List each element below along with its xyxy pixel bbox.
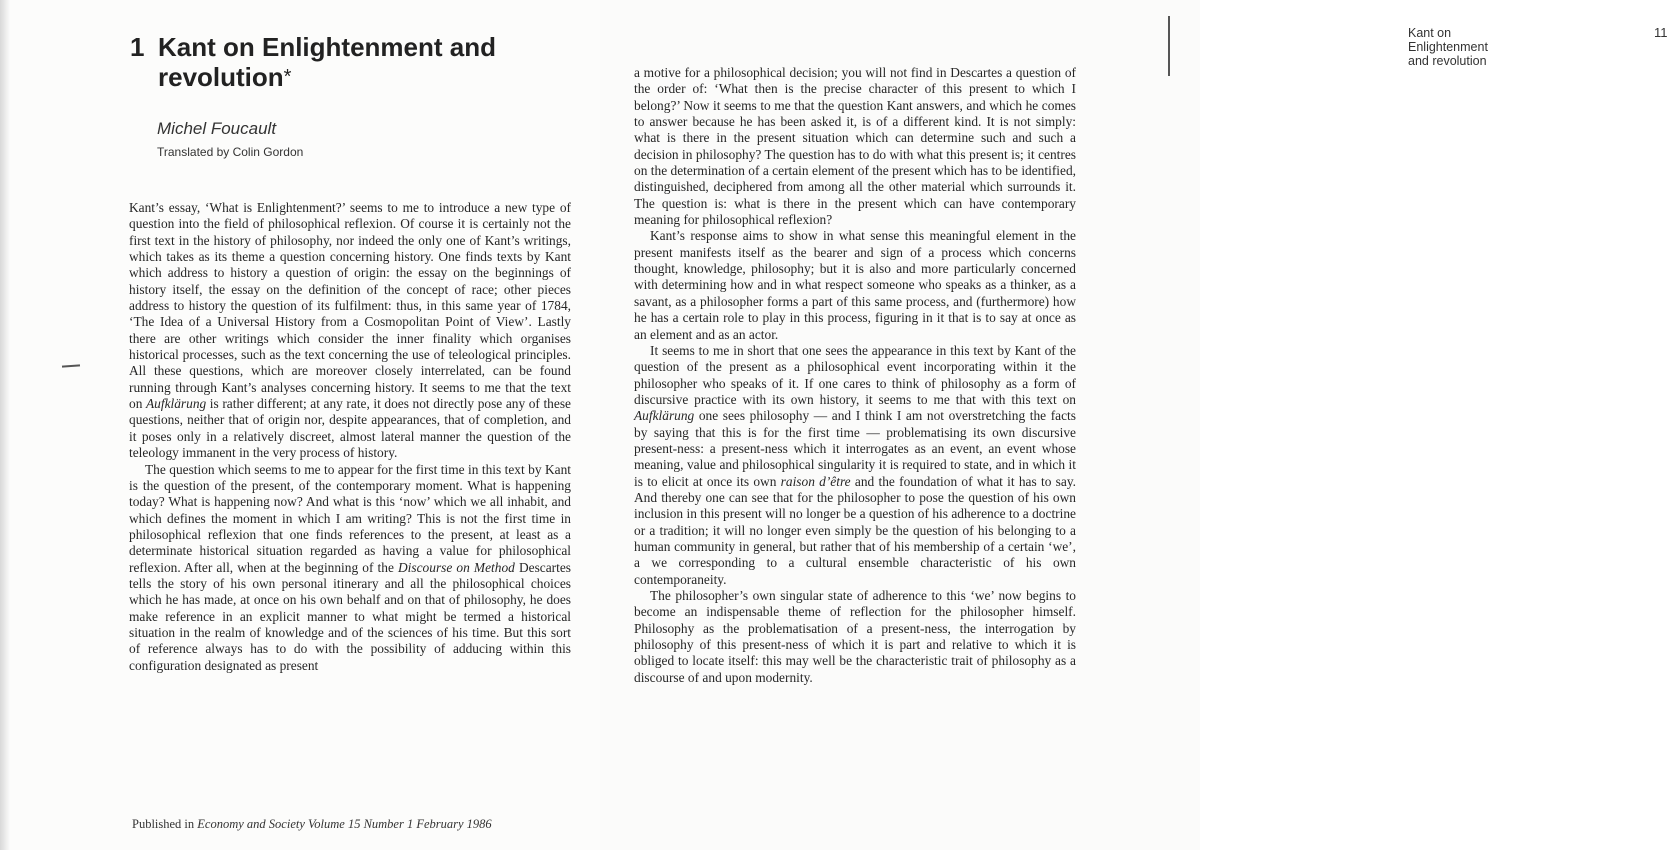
translator-credit: Translated by Colin Gordon xyxy=(157,145,304,159)
paragraph: Kant’s response aims to show in what sense this meaningful element in the present manifests itself as the bearer and sign of a process which concerns thought, knowledge, philosophy; but it is also and more particularly concerned with determining how and in what respect someone who speaks as a thinker, as a savant, as a philosopher forms a part of this same process, and (furthermore) how he has a certain role to play in this process, figuring in it that is to say at once as an element and as an actor. xyxy=(634,228,1076,342)
publication-footer xyxy=(132,817,492,832)
running-head: Kant on Enlightenment and revolution xyxy=(1408,26,1488,68)
paragraph: The philosopher’s own singular state of adherence to this ‘we’ now begins to become an indispensable theme of reflection for the philosopher himself. Philosophy as the problematisation of a present-ness, the interrogation by philosophy of this present-ness of which it is part and relative to which it is obliged to locate itself: this may well be the characteristic trait of philosophy as a discourse of and upon modernity. xyxy=(634,588,1076,685)
page-edge-shadow xyxy=(0,0,10,850)
italic-term: raison d’être xyxy=(780,473,851,489)
paragraph: The question which seems to me to appear for the first time in this text by Kant is the question of the present, of the contemporary moment. What is happening today? What is happening now? And what is this ‘now’ which we all inhabit, and which defines the moment in which I am writing? This is not the first time in philosophical reflexion that one finds references to the present, at least as a determinate historical situation regarded as having a value for philosophical reflexion. After all, when at the beginning of the Discourse on Method Descartes tells the story of his own personal itinerary and all the philosophical choices which he has made, at once on his own behalf and on that of philosophy, he does make reference in an explicit manner to what might be termed a historical situation in the realm of knowledge and of the sciences of his time. But this sort of reference always has to do with the possibility of adducing within this configuration designated as present xyxy=(129,461,571,673)
left-page xyxy=(0,0,600,850)
chapter-number: 1 xyxy=(130,32,145,62)
author-name: Michel Foucault xyxy=(157,119,277,138)
italic-term: Aufklärung xyxy=(634,408,695,424)
chapter-title xyxy=(130,32,570,92)
italic-term: Discourse on Method xyxy=(398,559,515,575)
title-footnote-mark: * xyxy=(283,66,292,88)
footer-journal: Economy and Society Volume 15 Number 1 February 1986 xyxy=(197,817,492,831)
paragraph: It seems to me in short that one sees the appearance in this text by Kant of the question of the present as a philosophical event incorporating within it the philosopher who speaks of it. If one cares to think of philosophy as a form of discursive practice with its own history, it seems to me that with this text on Aufklärung one sees philosophy — and I think I am not overstretching the facts by saying that this is for the first time — problematising its own discursive present-ness: a present-ness which it interrogates as an event, an event whose meaning, value and philosophical singularity it is required to state, and in which it is to elicit at once its own raison d’être and the foundation of what it has to say. And thereby one can see that for the philosopher to pose the question of his own inclusion in this present will no longer be a question of his adherence to a doctrine or a tradition; it will no longer even simply be the question of his belonging to a human community in general, but rather that of his membership of a certain ‘we’, a we corresponding to a cultural ensemble characteristic of his own contemporaneity. xyxy=(634,342,1076,587)
page-number: 11 xyxy=(1654,25,1668,40)
footer-prefix: Published in xyxy=(132,817,198,831)
margin-mark xyxy=(62,364,80,367)
right-body-text xyxy=(634,65,1076,686)
right-page xyxy=(600,0,1668,850)
chapter-title-line-2: revolution xyxy=(158,62,284,92)
chapter-title-line-1: Kant on Enlightenment and xyxy=(158,32,496,62)
left-body-text xyxy=(129,200,571,674)
italic-term: Aufklärung xyxy=(145,396,207,412)
paragraph: Kant’s essay, ‘What is Enlightenment?’ seems to me to introduce a new type of question into the field of philosophical reflexion. Of course it is certainly not the first text in the history of philosophy, nor indeed the only one of Kant’s writings, which takes as its theme a question concerning history. One finds texts by Kant which address to history a question of origin: the essay on the beginnings of history itself, the essay on the definition of the concept of race; other pieces address to history the question of its fulfilment: thus, in this same year of 1784, ‘The Idea of a Universal History from a Cosmopolitan Point of View’. Lastly there are other writings which consider the inner finality which organises historical processes, such as the text concerning the use of teleological principles. All these questions, which are moreover closely interrelated, can be found running through Kant’s analyses concerning history. It seems to me that the text on Aufklärung is rather different; at any rate, it does not directly pose any of these questions, neither that of origin nor, despite appearances, that of completion, and it poses only in a relatively discreet, almost lateral manner the question of the teleology immanent in the very process of history. xyxy=(129,200,571,461)
page-edge-mark xyxy=(1168,16,1170,76)
paragraph: a motive for a philosophical decision; you will not find in Descartes a question of the order of: ‘What then is the precise character of this present to which I belong?’ Now it seems to me that the question Kant answers, and which he comes to answer because he has been asked it, is of a different kind. It is not simply: what is there in the present situation which can determine such and such a decision in philosophy? The question has to do with what this present is; it centres on the determination of a certain element of the present which has to be identified, distinguished, deciphered from among all the other material which surrounds it. The question is: what is there in the present which can have contemporary meaning for philosophical reflexion? xyxy=(634,65,1076,228)
